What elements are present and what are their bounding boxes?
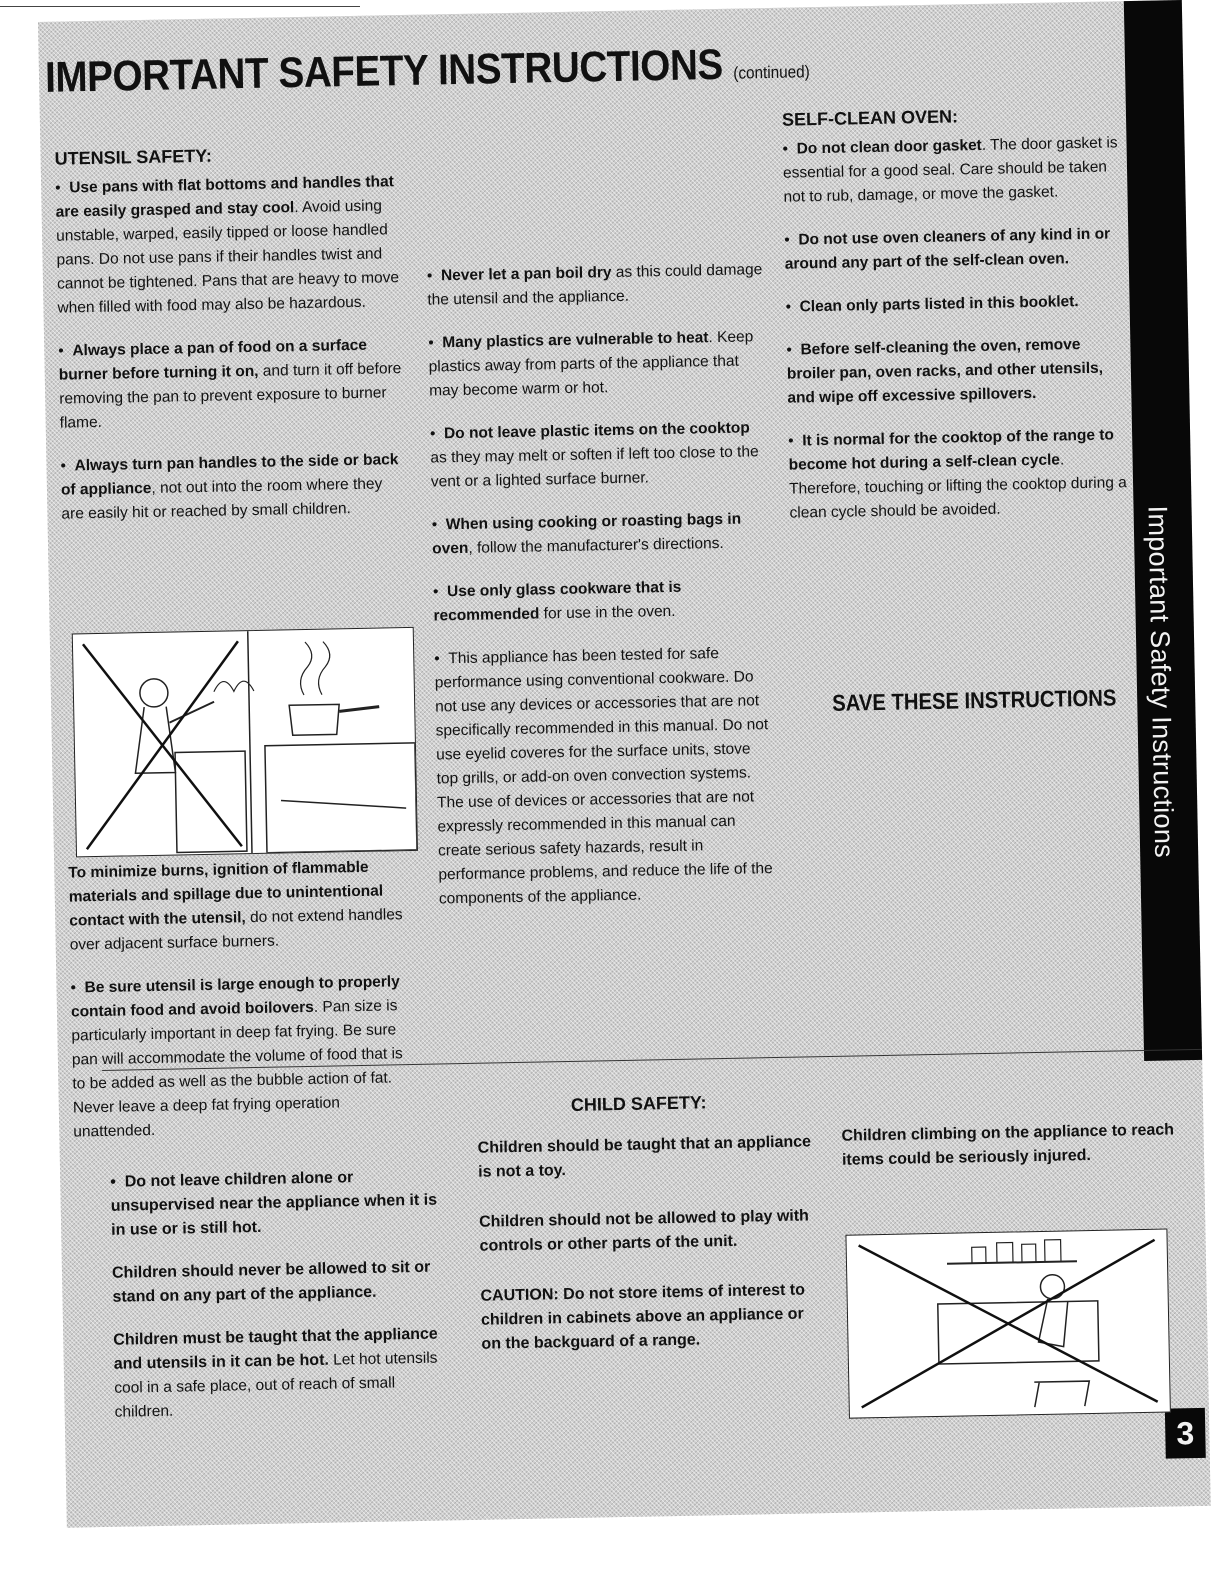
child-item-3 xyxy=(113,1322,455,1425)
selfclean-item-4-bold: Before self-cleaning the oven, remove broiler pan, oven racks, and other utensils, and wipe off excessive spillovers. xyxy=(786,336,1104,407)
sidebar-label: Important Safety Instructions xyxy=(1142,505,1180,859)
utensil-column xyxy=(54,140,407,546)
manual-page xyxy=(38,0,1211,1528)
selfclean-column xyxy=(782,101,1128,544)
title-text: IMPORTANT SAFETY INSTRUCTIONS xyxy=(44,40,724,102)
middle-item-3 xyxy=(430,416,771,495)
utensil-caption-text: do not extend handles over adjacent surface burners. xyxy=(69,906,403,954)
selfclean-item-2-bold: Do not use oven cleaners of any kind in or around any part of the self-clean oven. xyxy=(784,225,1111,273)
middle-item-3-text: as they may melt or soften if left too close to the vent or a lighted surface burner. xyxy=(430,443,759,491)
selfclean-item-5 xyxy=(788,423,1128,525)
middle-item-2 xyxy=(428,325,769,404)
selfclean-item-1-text: . The door gasket is essential for a good seal. Care should be taken not to rub, damage, or move the gasket. xyxy=(782,134,1118,206)
child-item-2: Children should never be allowed to sit or stand on any part of the appliance. xyxy=(111,1258,431,1306)
middle-item-6-text: This appliance has been tested for safe performance using conventional cookware. Do not use any devices or accessories that are not specifically recommended in this manual. Do not use eyelid coveres for the surface units, stove top grills, or add-on oven convection systems. The use of devices or accessories that are not expressly recommended in this manual can create serious safety hazards, result in performance problems, and reduce the life of the components of the appliance. xyxy=(434,645,773,908)
middle-item-5 xyxy=(433,574,774,629)
child-item-5: Children should not be allowed to play with controls or other parts of the unit. xyxy=(478,1207,810,1255)
middle-item-1 xyxy=(427,258,768,313)
middle-item-5-bold: Use only glass cookware that is recommended xyxy=(433,578,682,625)
middle-item-4-bold: When using cooking or roasting bags in oven xyxy=(432,510,742,558)
utensil-item-4-text: . Pan size is particularly important in deep fat frying. Be sure pan will accommodate the volume of food that is to be added as well as the bubble action of fat. Never leave a deep fat frying operation unattended. xyxy=(71,997,403,1141)
selfclean-item-1 xyxy=(782,131,1121,209)
utensil-item-1 xyxy=(55,170,403,321)
middle-item-6 xyxy=(434,641,779,911)
selfclean-item-5-text: . Therefore, touching or lifting the cooktop during a clean cycle should be avoided. xyxy=(788,451,1127,522)
middle-item-4 xyxy=(432,507,773,562)
selfclean-item-1-bold: Do not clean door gasket xyxy=(796,136,982,158)
utensil-caption xyxy=(68,855,415,958)
save-instructions-heading: SAVE THESE INSTRUCTIONS xyxy=(831,684,1117,716)
middle-item-1-bold: Never let a pan boil dry xyxy=(440,264,612,285)
middle-item-1-text: as this could damage the utensil and the appliance. xyxy=(427,261,763,309)
child-column-3 xyxy=(841,1118,1182,1192)
child-climbing-drawing xyxy=(846,1230,1169,1418)
utensil-item-4 xyxy=(70,970,418,1145)
pan-handle-illustration xyxy=(72,627,418,858)
page-number: 3 xyxy=(1165,1408,1206,1459)
selfclean-item-2 xyxy=(784,222,1123,276)
middle-column xyxy=(427,258,780,930)
child-climbing-illustration xyxy=(845,1229,1170,1419)
child-item-6: CAUTION: Do not store items of interest to children in cabinets above an appliance or on the backguard of a range. xyxy=(480,1281,806,1353)
utensil-item-2-bold: Always place a pan of food on a surface burner before turning it on, xyxy=(58,336,368,384)
child-column-2 xyxy=(477,1130,822,1375)
utensil-item-3-text: , not out into the room where they are easily hit or reached by small children. xyxy=(61,475,383,523)
utensil-item-2 xyxy=(58,333,405,436)
middle-item-3-bold: Do not leave plastic items on the cooktop xyxy=(443,419,750,443)
child-item-4: Children should be taught that an appliance is not a toy. xyxy=(477,1133,812,1181)
title-continued: (continued) xyxy=(733,62,810,83)
utensil-column-lower xyxy=(68,855,419,1164)
selfclean-item-3 xyxy=(785,289,1123,319)
page-title xyxy=(45,39,810,103)
utensil-item-4-bold: Be sure utensil is large enough to properly contain food and avoid boilovers xyxy=(70,973,400,1021)
child-item-7: Children climbing on the appliance to reach items could be seriously injured. xyxy=(841,1121,1175,1169)
child-column-1 xyxy=(110,1164,455,1443)
section-sidebar xyxy=(1124,0,1202,1061)
utensil-heading: UTENSIL SAFETY: xyxy=(54,145,213,169)
middle-item-5-text: for use in the oven. xyxy=(539,602,676,623)
middle-item-2-text: . Keep plastics away from parts of the appliance that may become warm or hot. xyxy=(428,328,754,400)
utensil-item-3-bold: Always turn pan handles to the side or back of appliance xyxy=(60,451,399,499)
selfclean-item-3-bold: Clean only parts listed in this booklet. xyxy=(799,293,1079,316)
child-item-1: • Do not leave children alone or unsupervised near the appliance when it is in use or is still hot. xyxy=(110,1164,451,1243)
child-item-3-bold: Children must be taught that the appliance and utensils in it can be hot. xyxy=(113,1325,438,1373)
utensil-caption-bold: To minimize burns, ignition of flammable materials and spillage due to unintentional contact with the utensil, xyxy=(68,858,384,930)
utensil-item-1-text: . Avoid using unstable, warped, easily tipped or loose handled pans. Do not use pans if their handles twist and cannot be tightened. Pans that are heavy to move when filled with food may also be hazardous. xyxy=(55,197,400,317)
utensil-item-3 xyxy=(60,448,406,527)
utensil-item-1-bold: Use pans with flat bottoms and handles that are easily grasped and stay cool xyxy=(55,173,395,221)
selfclean-item-4 xyxy=(786,332,1125,410)
selfclean-heading: SELF-CLEAN OVEN: xyxy=(781,106,959,130)
child-safety-heading: CHILD SAFETY: xyxy=(570,1092,707,1115)
pan-handle-drawing xyxy=(73,628,417,856)
middle-item-2-bold: Many plastics are vulnerable to heat xyxy=(442,329,709,352)
middle-item-4-text: , follow the manufacturer's directions. xyxy=(468,534,724,557)
child-item-3-text: Let hot utensils cool in a safe place, out of reach of small children. xyxy=(114,1349,438,1421)
utensil-item-2-text: and turn it off before removing the pan to prevent exposure to burner flame. xyxy=(59,360,402,432)
selfclean-item-5-bold: It is normal for the cooktop of the range to become hot during a self-clean cycle xyxy=(788,426,1115,474)
top-rule xyxy=(0,6,360,7)
